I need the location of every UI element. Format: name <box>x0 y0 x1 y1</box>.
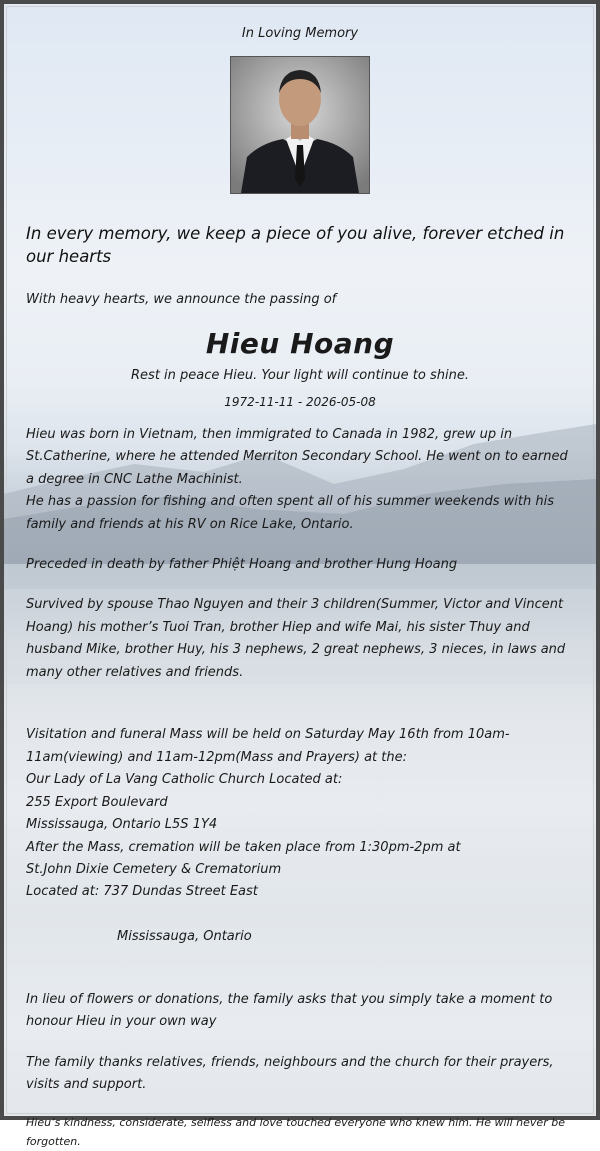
visitation-details: Visitation and funeral Mass will be held on Saturday May 16th from 10am-11am(viewing) and 11am-12pm(Mass and Prayers) at the: Our Lady of La Vang Catholic Church Located at: 255 Export Boulevard Mississauga, Ontario L5S 1Y4 After the Mass, cremation will be taken place from 1:30pm-2pm at St.John Dixie Cemetery & Crematorium Located at: 737 Dundas Street East <box>26 727 510 900</box>
deceased-portrait <box>230 56 370 194</box>
preceded-paragraph: Preceded in death by father Phiệt Hoang and brother Hung Hoang <box>26 557 458 573</box>
visitation-paragraph <box>26 702 574 971</box>
life-dates: 1972-11-11 - 2026-05-08 <box>224 395 376 409</box>
visitation-city: Mississauga, Ontario <box>117 929 252 945</box>
in-loving-memory-heading: In Loving Memory <box>241 26 359 41</box>
thanks-paragraph: The family thanks relatives, friends, neighbours and the church for their prayers, visits and support. <box>26 1054 554 1093</box>
deceased-name: Hieu Hoang <box>205 327 395 360</box>
closing-remark: Hieu’s kindness, considerate, selfless and love touched everyone who knew him. He will never be forgotten. <box>26 1115 565 1148</box>
tribute-line: Rest in peace Hieu. Your light will continue to shine. <box>131 368 469 383</box>
flowers-paragraph: In lieu of flowers or donations, the family asks that you simply take a moment to honour Hieu in your own way <box>26 991 553 1030</box>
announcement-text: With heavy hearts, we announce the passing of <box>26 292 337 307</box>
survived-by-paragraph: Survived by spouse Thao Nguyen and their 3 children(Summer, Victor and Vincent Hoang) his mother’s Tuoi Tran, brother Hiep and wife Mai, his sister Thuy and husband Mike, brother Huy, his 3 nephews, 2 great nephews, 3 nieces, in laws and many other relatives and friends. <box>26 597 566 680</box>
memorial-quote: In every memory, we keep a piece of you alive, forever etched in our hearts <box>26 224 565 266</box>
biography-paragraph: Hieu was born in Vietnam, then immigrated to Canada in 1982, grew up in St.Catherine, where he attended Merriton Secondary School. He went on to earned a degree in CNC Lathe Machinist. He has a passion for fishing and often spent all of his summer weekends with his family and friends at his RV on Rice Lake, Ontario. <box>26 427 568 532</box>
